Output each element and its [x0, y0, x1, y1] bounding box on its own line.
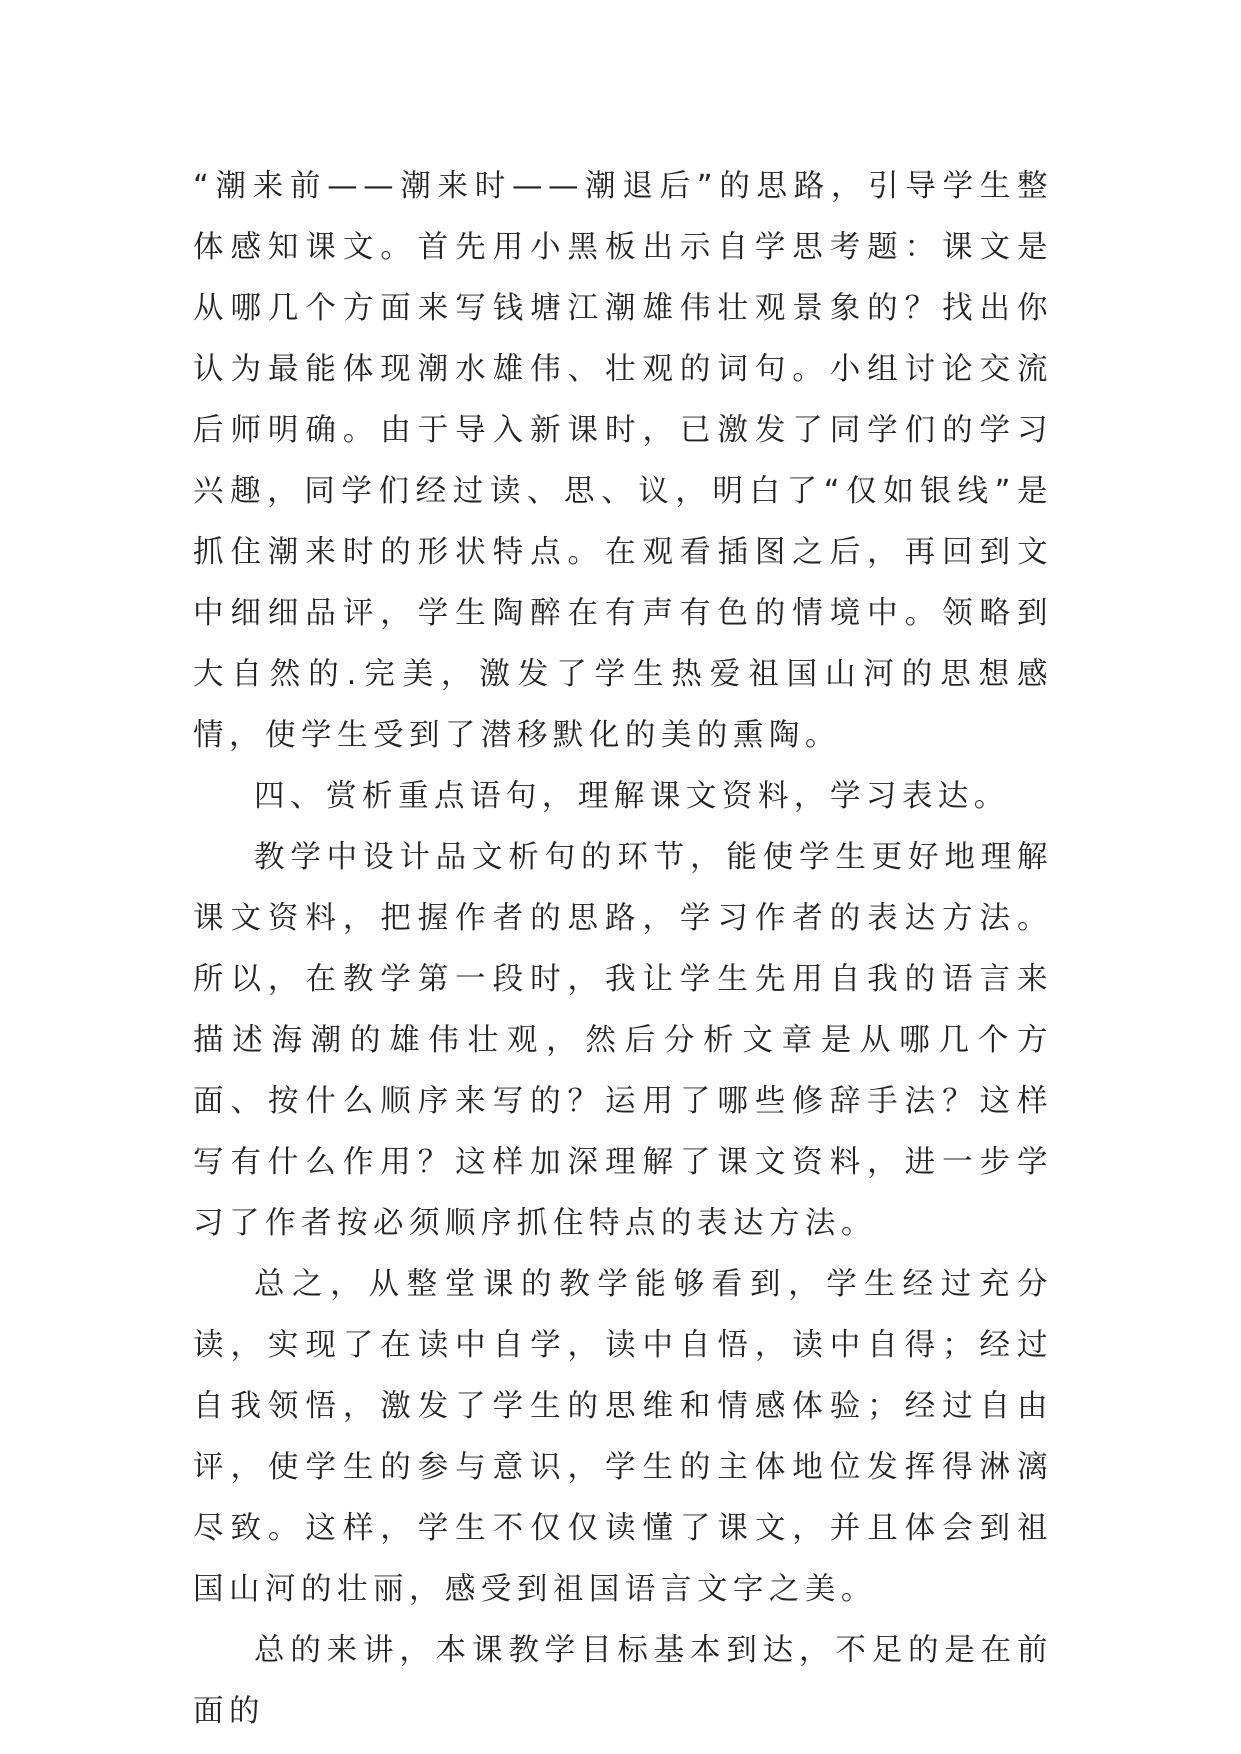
- paragraph-4: 总之，从整堂课的教学能够看到，学生经过充分读，实现了在读中自学，读中自悟，读中自得；经过自我领悟，激发了学生的思维和情感体验；经过自由评，使学生的参与意识，学生的主体地位发挥得淋漓尽致。这样，学生不仅仅读懂了课文，并且体会到祖国山河的壮丽，感受到祖国语言文字之美。: [193, 1267, 1053, 1607]
- paragraph-5: 总的来讲，本课教学目标基本到达，不足的是在前面的: [193, 1633, 1053, 1729]
- paragraph-2-heading: 四、赏析重点语句，理解课文资料，学习表达。: [254, 779, 1010, 814]
- paragraph-3: 教学中设计品文析句的环节，能使学生更好地理解课文资料，把握作者的思路，学习作者的表达方法。所以，在教学第一段时，我让学生先用自我的语言来描述海潮的雄伟壮观，然后分析文章是从哪几个方面、按什么顺序来写的？运用了哪些修辞手法？这样写有什么作用？这样加深理解了课文资料，进一步学习了作者按必须顺序抓住特点的表达方法。: [193, 840, 1053, 1241]
- body-text: [193, 156, 1053, 1742]
- paragraph-1: “潮来前——潮来时——潮退后”的思路，引导学生整体感知课文。首先用小黑板出示自学思考题：课文是从哪几个方面来写钱塘江潮雄伟壮观景象的？找出你认为最能体现潮水雄伟、壮观的词句。小组讨论交流后师明确。由于导入新课时，已激发了同学们的学习兴趣，同学们经过读、思、议，明白了“仅如银线”是抓住潮来时的形状特点。在观看插图之后，再回到文中细细品评，学生陶醉在有声有色的情境中。领略到大自然的.完美，激发了学生热爱祖国山河的思想感情，使学生受到了潜移默化的美的熏陶。: [193, 169, 1053, 753]
